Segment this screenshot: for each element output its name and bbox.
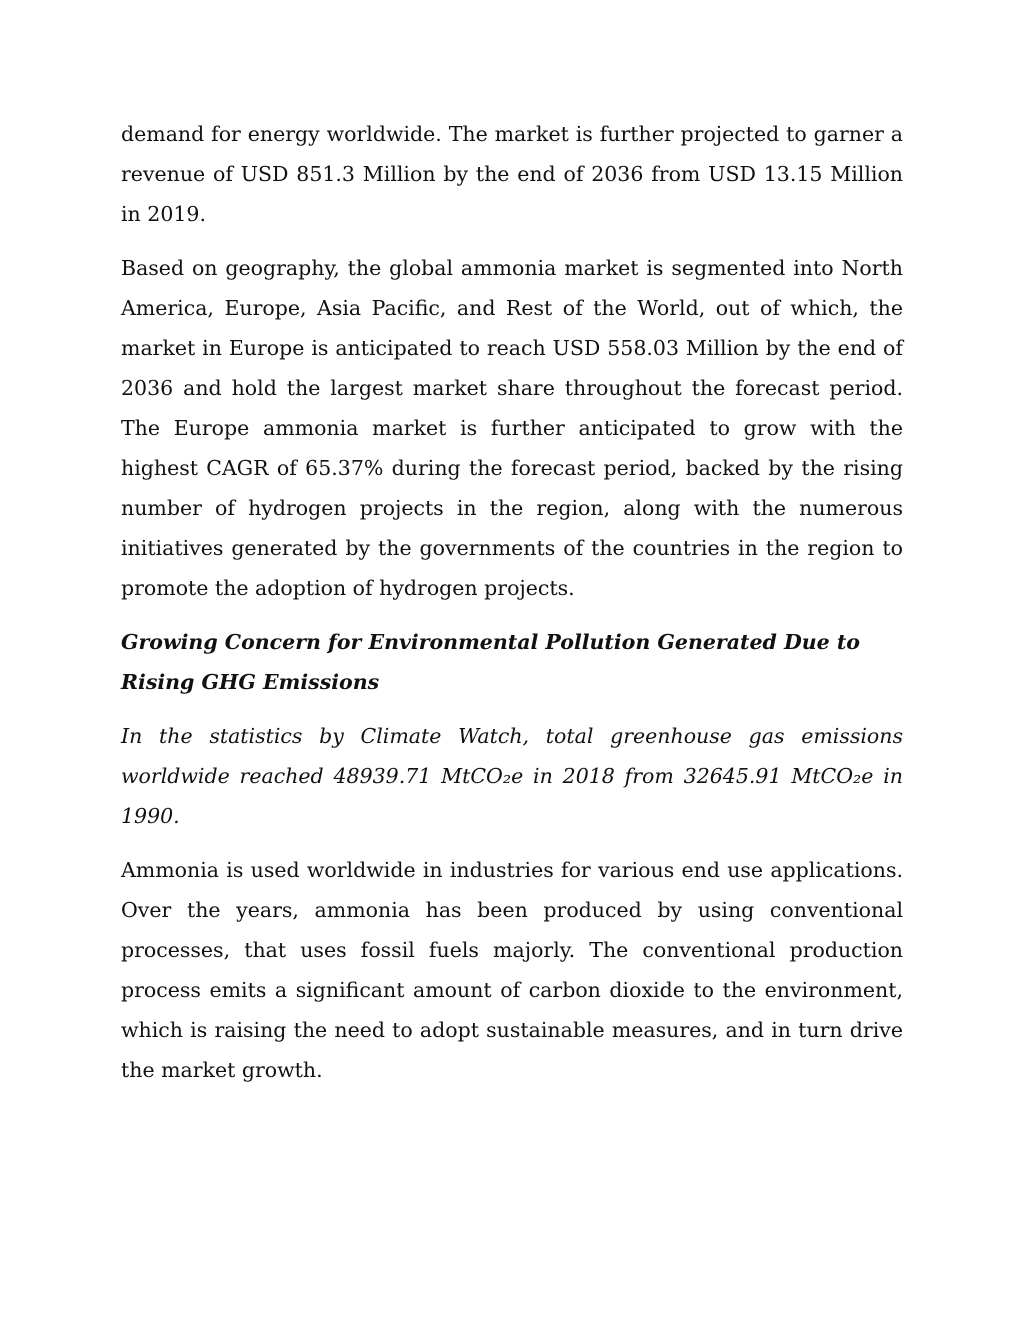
paragraph-geography: Based on geography, the global ammonia market is segmented into North America, Europe, Asia Pacific, and Rest of the World, out of which, the market in Europe is anticipated to reach USD 558.03 Million by the end of 2036 and hold the largest market share throughout the forecast period. The Europe ammonia market is further anticipated to grow with the highest CAGR of 65.37% during the forecast period, backed by the rising number of hydrogen projects in the region, along with the numerous initiatives generated by the governments of the countries in the region to promote the adoption of hydrogen projects. xyxy=(121,256,903,600)
paragraph-market-revenue: demand for energy worldwide. The market is further projected to garner a revenue of USD 851.3 Million by the end of 2036 from USD 13.15 Million in 2019. xyxy=(121,122,903,226)
statistic-text-part-1: In the statistics by Climate Watch, total greenhouse gas emissions worldwide reached 48939.71 MtCO xyxy=(121,724,903,788)
subscript-two: ₂ xyxy=(853,764,862,788)
document-page xyxy=(121,114,903,1104)
statistic-text-part-2: e in 2018 from 32645.91 MtCO xyxy=(511,764,854,788)
section-heading: Growing Concern for Environmental Pollution Generated Due to Rising GHG Emissions xyxy=(121,630,860,694)
paragraph-conventional-production: Ammonia is used worldwide in industries for various end use applications. Over the years, ammonia has been produced by using conventional processes, that uses fossil fuels majorly. The conventional production process emits a significant amount of carbon dioxide to the environment, which is raising the need to adopt sustainable measures, and in turn drive the market growth. xyxy=(121,858,903,1082)
paragraph-climate-watch-statistic xyxy=(121,716,903,836)
subscript-two: ₂ xyxy=(502,764,512,788)
statistic-text-part-3: e in 1990. xyxy=(121,764,903,828)
